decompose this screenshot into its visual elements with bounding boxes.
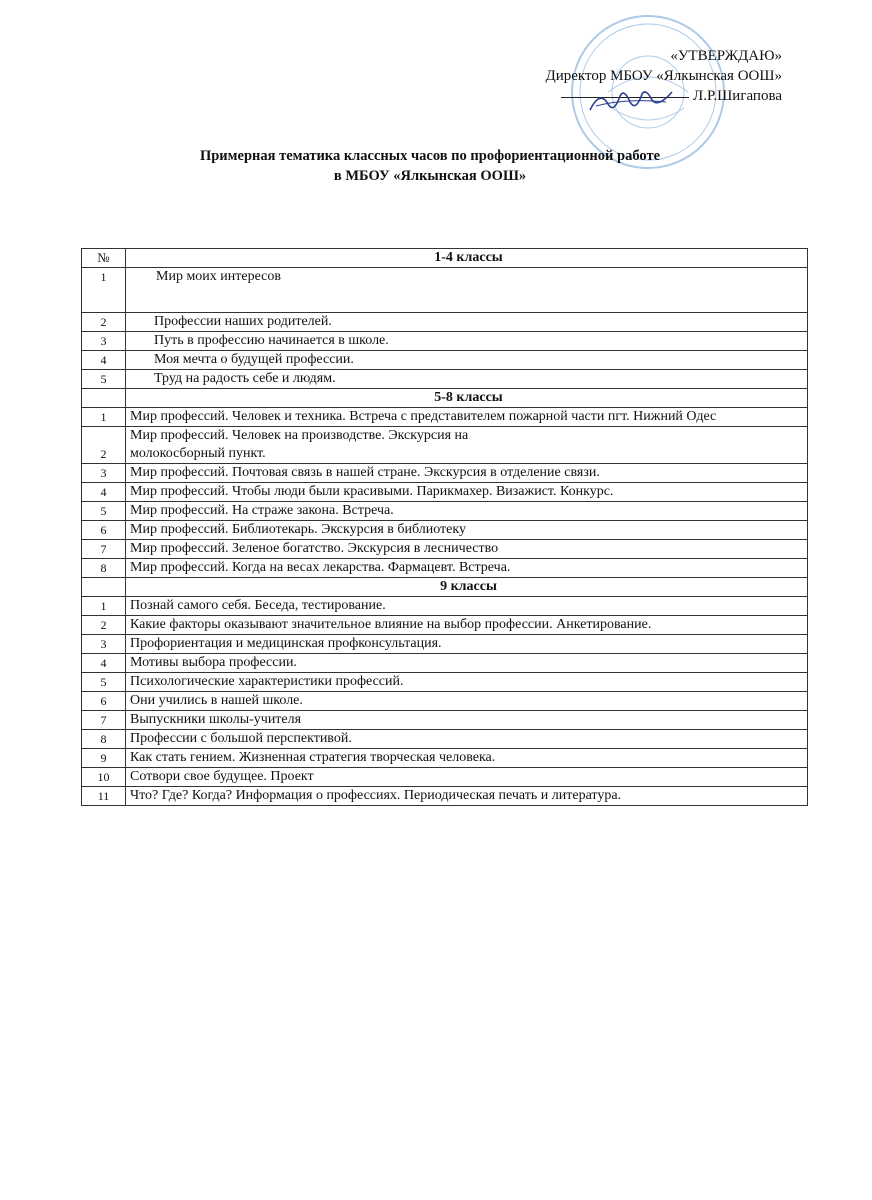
row-topic: Мир профессий. На страже закона. Встреча. bbox=[126, 502, 808, 521]
row-topic: Мир профессий. Человек и техника. Встреча с представителем пожарной части пгт. Нижний Одес bbox=[126, 408, 808, 427]
row-topic: Что? Где? Когда? Информация о профессиях. Периодическая печать и литература. bbox=[126, 787, 808, 806]
table-header-row bbox=[82, 249, 808, 268]
title-line-2: в МБОУ «Ялкынская ООШ» bbox=[333, 168, 527, 184]
table-row bbox=[82, 370, 808, 389]
row-topic: Мир профессий. Когда на весах лекарства. Фармацевт. Встреча. bbox=[126, 559, 808, 578]
row-topic: Как стать гением. Жизненная стратегия творческая человека. bbox=[126, 749, 808, 768]
table-row bbox=[82, 540, 808, 559]
section-heading: 9 классы bbox=[126, 578, 808, 597]
row-topic-line-1: Мир профессий. Человек на производстве. Экскурсия на bbox=[130, 428, 469, 443]
row-number: 4 bbox=[82, 483, 126, 502]
row-number: 2 bbox=[82, 616, 126, 635]
table-row bbox=[82, 787, 808, 806]
row-number: 1 bbox=[82, 268, 126, 313]
table-row bbox=[82, 408, 808, 427]
table-row bbox=[82, 427, 808, 464]
approval-heading: «УТВЕРЖДАЮ» bbox=[670, 48, 782, 64]
row-number: 3 bbox=[82, 464, 126, 483]
handwritten-signature bbox=[586, 84, 676, 114]
table-row bbox=[82, 711, 808, 730]
section-row bbox=[82, 389, 808, 408]
table-row bbox=[82, 768, 808, 787]
row-number: 7 bbox=[82, 540, 126, 559]
row-number: 8 bbox=[82, 730, 126, 749]
table-row bbox=[82, 654, 808, 673]
row-number: 11 bbox=[82, 787, 126, 806]
row-topic: Путь в профессию начинается в школе. bbox=[126, 332, 808, 351]
section-heading: 1-4 классы bbox=[126, 249, 808, 268]
table-row bbox=[82, 332, 808, 351]
row-topic: Мир профессий. Чтобы люди были красивыми. Парикмахер. Визажист. Конкурс. bbox=[126, 483, 808, 502]
table-row bbox=[82, 749, 808, 768]
row-number: 7 bbox=[82, 711, 126, 730]
row-topic: Труд на радость себе и людям. bbox=[126, 370, 808, 389]
section-row bbox=[82, 578, 808, 597]
row-topic: Психологические характеристики профессий. bbox=[126, 673, 808, 692]
table-row bbox=[82, 521, 808, 540]
row-number: 6 bbox=[82, 692, 126, 711]
row-number: 5 bbox=[82, 502, 126, 521]
row-number: 5 bbox=[82, 370, 126, 389]
approval-signer: Л.Р.Шигапова bbox=[693, 88, 782, 104]
row-topic: Профессии с большой перспективой. bbox=[126, 730, 808, 749]
title-line-1: Примерная тематика классных часов по профориентационной работе bbox=[199, 148, 661, 164]
row-number: 4 bbox=[82, 654, 126, 673]
table-row bbox=[82, 673, 808, 692]
section-number-cell bbox=[82, 389, 126, 408]
number-column-header: № bbox=[82, 249, 126, 268]
row-topic: Сотвори свое будущее. Проект bbox=[126, 768, 808, 787]
row-number: 5 bbox=[82, 673, 126, 692]
table-row bbox=[82, 559, 808, 578]
row-topic: Мир моих интересов bbox=[126, 268, 808, 313]
row-number: 4 bbox=[82, 351, 126, 370]
row-topic: Выпускники школы-учителя bbox=[126, 711, 808, 730]
approval-position: Директор МБОУ «Ялкынская ООШ» bbox=[545, 68, 782, 84]
row-topic: Познай самого себя. Беседа, тестирование. bbox=[126, 597, 808, 616]
row-topic-line-2: молокосборный пункт. bbox=[130, 446, 266, 461]
row-topic: Мир профессий. Почтовая связь в нашей стране. Экскурсия в отделение связи. bbox=[126, 464, 808, 483]
topics-table bbox=[81, 248, 808, 806]
row-number: 10 bbox=[82, 768, 126, 787]
row-number: 2 bbox=[82, 427, 126, 464]
table-row bbox=[82, 313, 808, 332]
row-topic: Мотивы выбора профессии. bbox=[126, 654, 808, 673]
row-number: 8 bbox=[82, 559, 126, 578]
section-number-cell bbox=[82, 578, 126, 597]
row-topic bbox=[126, 427, 808, 464]
row-number: 1 bbox=[82, 408, 126, 427]
row-topic: Они учились в нашей школе. bbox=[126, 692, 808, 711]
table-row bbox=[82, 616, 808, 635]
row-number: 6 bbox=[82, 521, 126, 540]
row-number: 2 bbox=[82, 313, 126, 332]
row-topic: Моя мечта о будущей профессии. bbox=[126, 351, 808, 370]
row-number: 1 bbox=[82, 597, 126, 616]
table-row bbox=[82, 502, 808, 521]
table-row bbox=[82, 483, 808, 502]
table-row bbox=[82, 730, 808, 749]
row-number: 3 bbox=[82, 332, 126, 351]
table-row bbox=[82, 635, 808, 654]
section-heading: 5-8 классы bbox=[126, 389, 808, 408]
row-number: 3 bbox=[82, 635, 126, 654]
table-row bbox=[82, 268, 808, 313]
row-number: 9 bbox=[82, 749, 126, 768]
row-topic: Мир профессий. Зеленое богатство. Экскурсия в лесничество bbox=[126, 540, 808, 559]
table-row bbox=[82, 692, 808, 711]
table-row bbox=[82, 351, 808, 370]
table-row bbox=[82, 597, 808, 616]
document-title bbox=[80, 146, 780, 186]
row-topic: Мир профессий. Библиотекарь. Экскурсия в библиотеку bbox=[126, 521, 808, 540]
row-topic: Какие факторы оказывают значительное влияние на выбор профессии. Анкетирование. bbox=[126, 616, 808, 635]
row-topic: Профориентация и медицинская профконсультация. bbox=[126, 635, 808, 654]
table-row bbox=[82, 464, 808, 483]
row-topic: Профессии наших родителей. bbox=[126, 313, 808, 332]
